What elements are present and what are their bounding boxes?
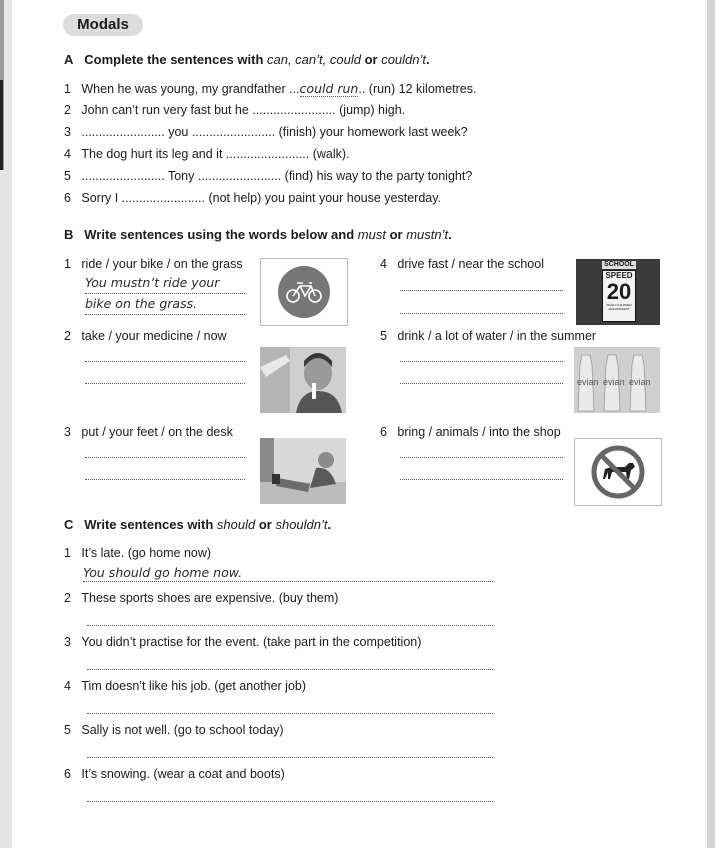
a-item-4: 4 The dog hurt its leg and it ........................ (walk). [64, 147, 350, 161]
no-bicycle-sign [260, 258, 348, 326]
a-item-5: 5 ........................ Tony ........................ (find) his way to the party tonight? [64, 169, 473, 183]
c-item-5-line[interactable] [87, 756, 493, 758]
sign-school-label: SCHOOL [602, 261, 636, 269]
a-item-3: 3 ........................ you ........................ (finish) your homework last week? [64, 125, 468, 139]
left-edge-dark-strip [0, 80, 3, 170]
b-item-3-line-2[interactable] [85, 478, 245, 480]
c-item-2-line[interactable] [87, 624, 493, 626]
bottle-label-2: evian [603, 377, 625, 387]
sign-speed-label: SPEED [605, 271, 633, 280]
section-a-letter: A [64, 52, 74, 67]
sign-small-text: WHEN CHILDREN ARE PRESENT [606, 303, 632, 311]
right-edge-strip [707, 0, 715, 848]
c-item-4-prompt: 4 Tim doesn’t like his job. (get another job) [64, 679, 307, 693]
b-item-1-prompt: 1 ride / your bike / on the grass [64, 257, 243, 271]
b-item-4-line-2[interactable] [400, 312, 563, 314]
b-item-4-line-1[interactable] [400, 289, 563, 291]
b-item-4-prompt: 4 drive fast / near the school [380, 257, 544, 271]
b-item-5-line-1[interactable] [400, 360, 563, 362]
a-item-1: 1 When he was young, my grandfather ...could run.. (run) 12 kilometres. [64, 81, 477, 96]
boy-taking-medicine-photo [260, 347, 346, 413]
c-item-1-prompt: 1 It’s late. (go home now) [64, 546, 212, 560]
b-item-5-line-2[interactable] [400, 382, 563, 384]
b-item-1-line-1 [85, 292, 245, 294]
section-b-letter: B [64, 227, 74, 242]
section-c-instruction: C Write sentences with should or shouldn’t. [64, 517, 332, 532]
a-item-6: 6 Sorry I ........................ (not help) you paint your house yesterday. [64, 191, 442, 205]
bottle-label-3: evian [629, 377, 651, 387]
section-b-instruction: B Write sentences using the words below and must or mustn’t. [64, 227, 452, 242]
school-speed-sign-photo [576, 259, 660, 325]
b-item-2-prompt: 2 take / your medicine / now [64, 329, 227, 343]
b-item-6-line-1[interactable] [400, 456, 563, 458]
b-item-1-line-2 [85, 313, 245, 315]
bottle-label-1: evian [577, 377, 599, 387]
b-item-5-prompt: 5 drink / a lot of water / in the summer [380, 329, 597, 343]
b-item-6-line-2[interactable] [400, 478, 563, 480]
section-c-letter: C [64, 517, 74, 532]
no-dogs-sign [574, 438, 662, 506]
a-item-2: 2 John can’t run very fast but he ........................ (jump) high. [64, 103, 406, 117]
c-item-6-prompt: 6 It’s snowing. (wear a coat and boots) [64, 767, 285, 781]
b-item-2-line-1[interactable] [85, 360, 245, 362]
c-item-3-line[interactable] [87, 668, 493, 670]
c-item-4-line[interactable] [87, 712, 493, 714]
water-bottles-photo [574, 347, 660, 413]
b-item-3-prompt: 3 put / your feet / on the desk [64, 425, 233, 439]
b-item-6-prompt: 6 bring / animals / into the shop [380, 425, 561, 439]
c-item-6-line[interactable] [87, 800, 493, 802]
b-item-1-answer-line-2[interactable]: bike on the grass. [85, 296, 198, 311]
c-item-2-prompt: 2 These sports shoes are expensive. (buy them) [64, 591, 339, 605]
c-item-3-prompt: 3 You didn’t practise for the event. (take part in the competition) [64, 635, 422, 649]
sign-speed-number: 20 [606, 279, 632, 304]
c-item-1-answer[interactable]: You should go home now. [83, 565, 243, 580]
c-item-5-prompt: 5 Sally is not well. (go to school today) [64, 723, 284, 737]
man-feet-on-desk-photo [260, 438, 346, 504]
a-item-1-answer[interactable]: could run [299, 81, 359, 96]
b-item-1-answer-line-1[interactable]: You mustn’t ride your [85, 275, 220, 290]
b-item-3-line-1[interactable] [85, 456, 245, 458]
c-item-1-line [83, 580, 493, 582]
section-a-instruction: A Complete the sentences with can, can’t, could or couldn’t. [64, 52, 430, 67]
page-title: Modals [63, 14, 143, 36]
b-item-2-line-2[interactable] [85, 382, 245, 384]
